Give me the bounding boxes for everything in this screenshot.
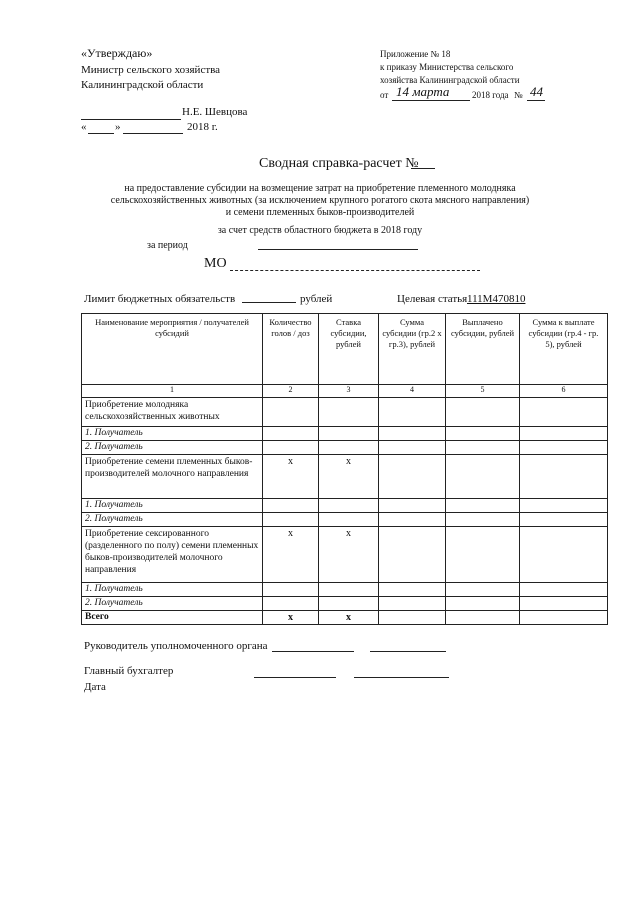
row-name: 2. Получатель <box>82 597 263 611</box>
appendix-line2: хозяйства Калининградской области <box>380 75 520 85</box>
appendix-date-handwritten: 14 марта <box>396 84 450 99</box>
appendix-number-handwritten: 44 <box>530 84 543 99</box>
colnum-1: 1 <box>82 385 263 398</box>
accountant-signature-line <box>254 677 336 678</box>
limit-unit: рублей <box>300 293 333 305</box>
row-rate <box>319 513 379 527</box>
head-label: Руководитель уполномоченного органа <box>84 640 268 652</box>
row-count <box>263 398 319 427</box>
header-col-2: Количество голов / доз <box>263 314 319 385</box>
row-rate <box>319 427 379 441</box>
row-name: 1. Получатель <box>82 499 263 513</box>
approval-name: Н.Е. Шевцова <box>182 106 248 118</box>
table-row <box>82 527 608 583</box>
table-row <box>82 499 608 513</box>
approval-line2: Калининградской области <box>81 79 204 91</box>
article-value: 111М470810 <box>467 293 526 305</box>
row-count: х <box>263 527 319 583</box>
limit-label: Лимит бюджетных обязательств <box>84 293 236 305</box>
row-rate: х <box>319 455 379 499</box>
header-col-4: Сумма субсидии (гр.2 х гр.3), рублей <box>379 314 446 385</box>
accountant-label: Главный бухгалтер <box>84 665 174 677</box>
row-name: Приобретение семени племенных быков-производителей молочного направления <box>82 455 263 499</box>
row-count <box>263 597 319 611</box>
table-row <box>82 513 608 527</box>
period-label: за период <box>147 240 188 251</box>
row-rate: х <box>319 527 379 583</box>
approval-year: 2018 г. <box>187 121 218 133</box>
appendix-year: 2018 года <box>472 90 509 100</box>
header-col-3: Ставка субсидии, рублей <box>319 314 379 385</box>
article-label: Целевая статья <box>397 293 468 305</box>
header-col-5: Выплачено субсидии, рублей <box>446 314 520 385</box>
row-rate: х <box>319 611 379 625</box>
approval-date-mid: » <box>115 121 121 133</box>
approval-day-line <box>88 133 114 134</box>
row-count: х <box>263 455 319 499</box>
table-total-row <box>82 611 608 625</box>
appendix-title: Приложение № 18 <box>380 49 451 59</box>
colnum-5: 5 <box>446 385 520 398</box>
table-row <box>82 398 608 427</box>
period-line <box>258 249 418 250</box>
doc-subtitle-2: сельскохозяйственных животных (за исключением крупного рогатого скота мясного направления) <box>110 195 530 206</box>
colnum-2: 2 <box>263 385 319 398</box>
row-name: 2. Получатель <box>82 513 263 527</box>
doc-subtitle-4: за счет средств областного бюджета в 2018 году <box>217 225 423 236</box>
row-count: х <box>263 611 319 625</box>
approval-title: «Утверждаю» <box>81 46 153 60</box>
appendix-number-label: № <box>514 90 523 100</box>
header-col-6: Сумма к выплате субсидии (гр.4 - гр. 5), рублей <box>520 314 608 385</box>
appendix-line1: к приказу Министерства сельского <box>380 62 514 72</box>
row-name: Всего <box>82 611 263 625</box>
table-row <box>82 455 608 499</box>
row-count <box>263 427 319 441</box>
mo-label: МО <box>204 256 227 271</box>
table-row <box>82 427 608 441</box>
row-name: Приобретение молодняка сельскохозяйственных животных <box>82 398 263 427</box>
approval-line1: Министр сельского хозяйства <box>81 64 221 76</box>
table-row <box>82 441 608 455</box>
row-name: 2. Получатель <box>82 441 263 455</box>
row-count <box>263 583 319 597</box>
doc-subtitle-1: на предоставление субсидии на возмещение затрат на приобретение племенного молодняка <box>124 183 516 194</box>
row-count <box>263 513 319 527</box>
table-row <box>82 597 608 611</box>
head-signature-line <box>272 651 354 652</box>
table-row <box>82 583 608 597</box>
appendix-date-line <box>392 100 470 101</box>
appendix-date-prefix: от <box>380 90 389 100</box>
colnum-3: 3 <box>319 385 379 398</box>
appendix-number-line <box>527 100 545 101</box>
accountant-name-line <box>354 677 449 678</box>
doc-title: Сводная справка-расчет № <box>259 156 419 171</box>
mo-line <box>230 270 480 271</box>
approval-date-open: « <box>81 121 87 133</box>
row-rate <box>319 398 379 427</box>
approval-month-line <box>123 133 183 134</box>
limit-line <box>242 302 296 303</box>
subsidy-table <box>81 313 608 625</box>
row-count <box>263 499 319 513</box>
row-rate <box>319 583 379 597</box>
colnum-4: 4 <box>379 385 446 398</box>
row-count <box>263 441 319 455</box>
row-name: 1. Получатель <box>82 583 263 597</box>
table-colnum-row <box>82 385 608 398</box>
row-name: Приобретение сексированного (разделенного по полу) семени племенных быков-производителей молочного направления <box>82 527 263 583</box>
doc-subtitle-3: и семени племенных быков-производителей <box>225 207 415 218</box>
row-name: 1. Получатель <box>82 427 263 441</box>
row-rate <box>319 597 379 611</box>
doc-number-line <box>411 168 435 169</box>
row-rate <box>319 441 379 455</box>
row-rate <box>319 499 379 513</box>
table-header-row <box>82 314 608 385</box>
colnum-6: 6 <box>520 385 608 398</box>
header-col-1: Наименование мероприятия / получателей субсидий <box>82 314 263 385</box>
approval-signature-line <box>81 119 181 120</box>
head-name-line <box>370 651 446 652</box>
date-label: Дата <box>84 681 106 693</box>
